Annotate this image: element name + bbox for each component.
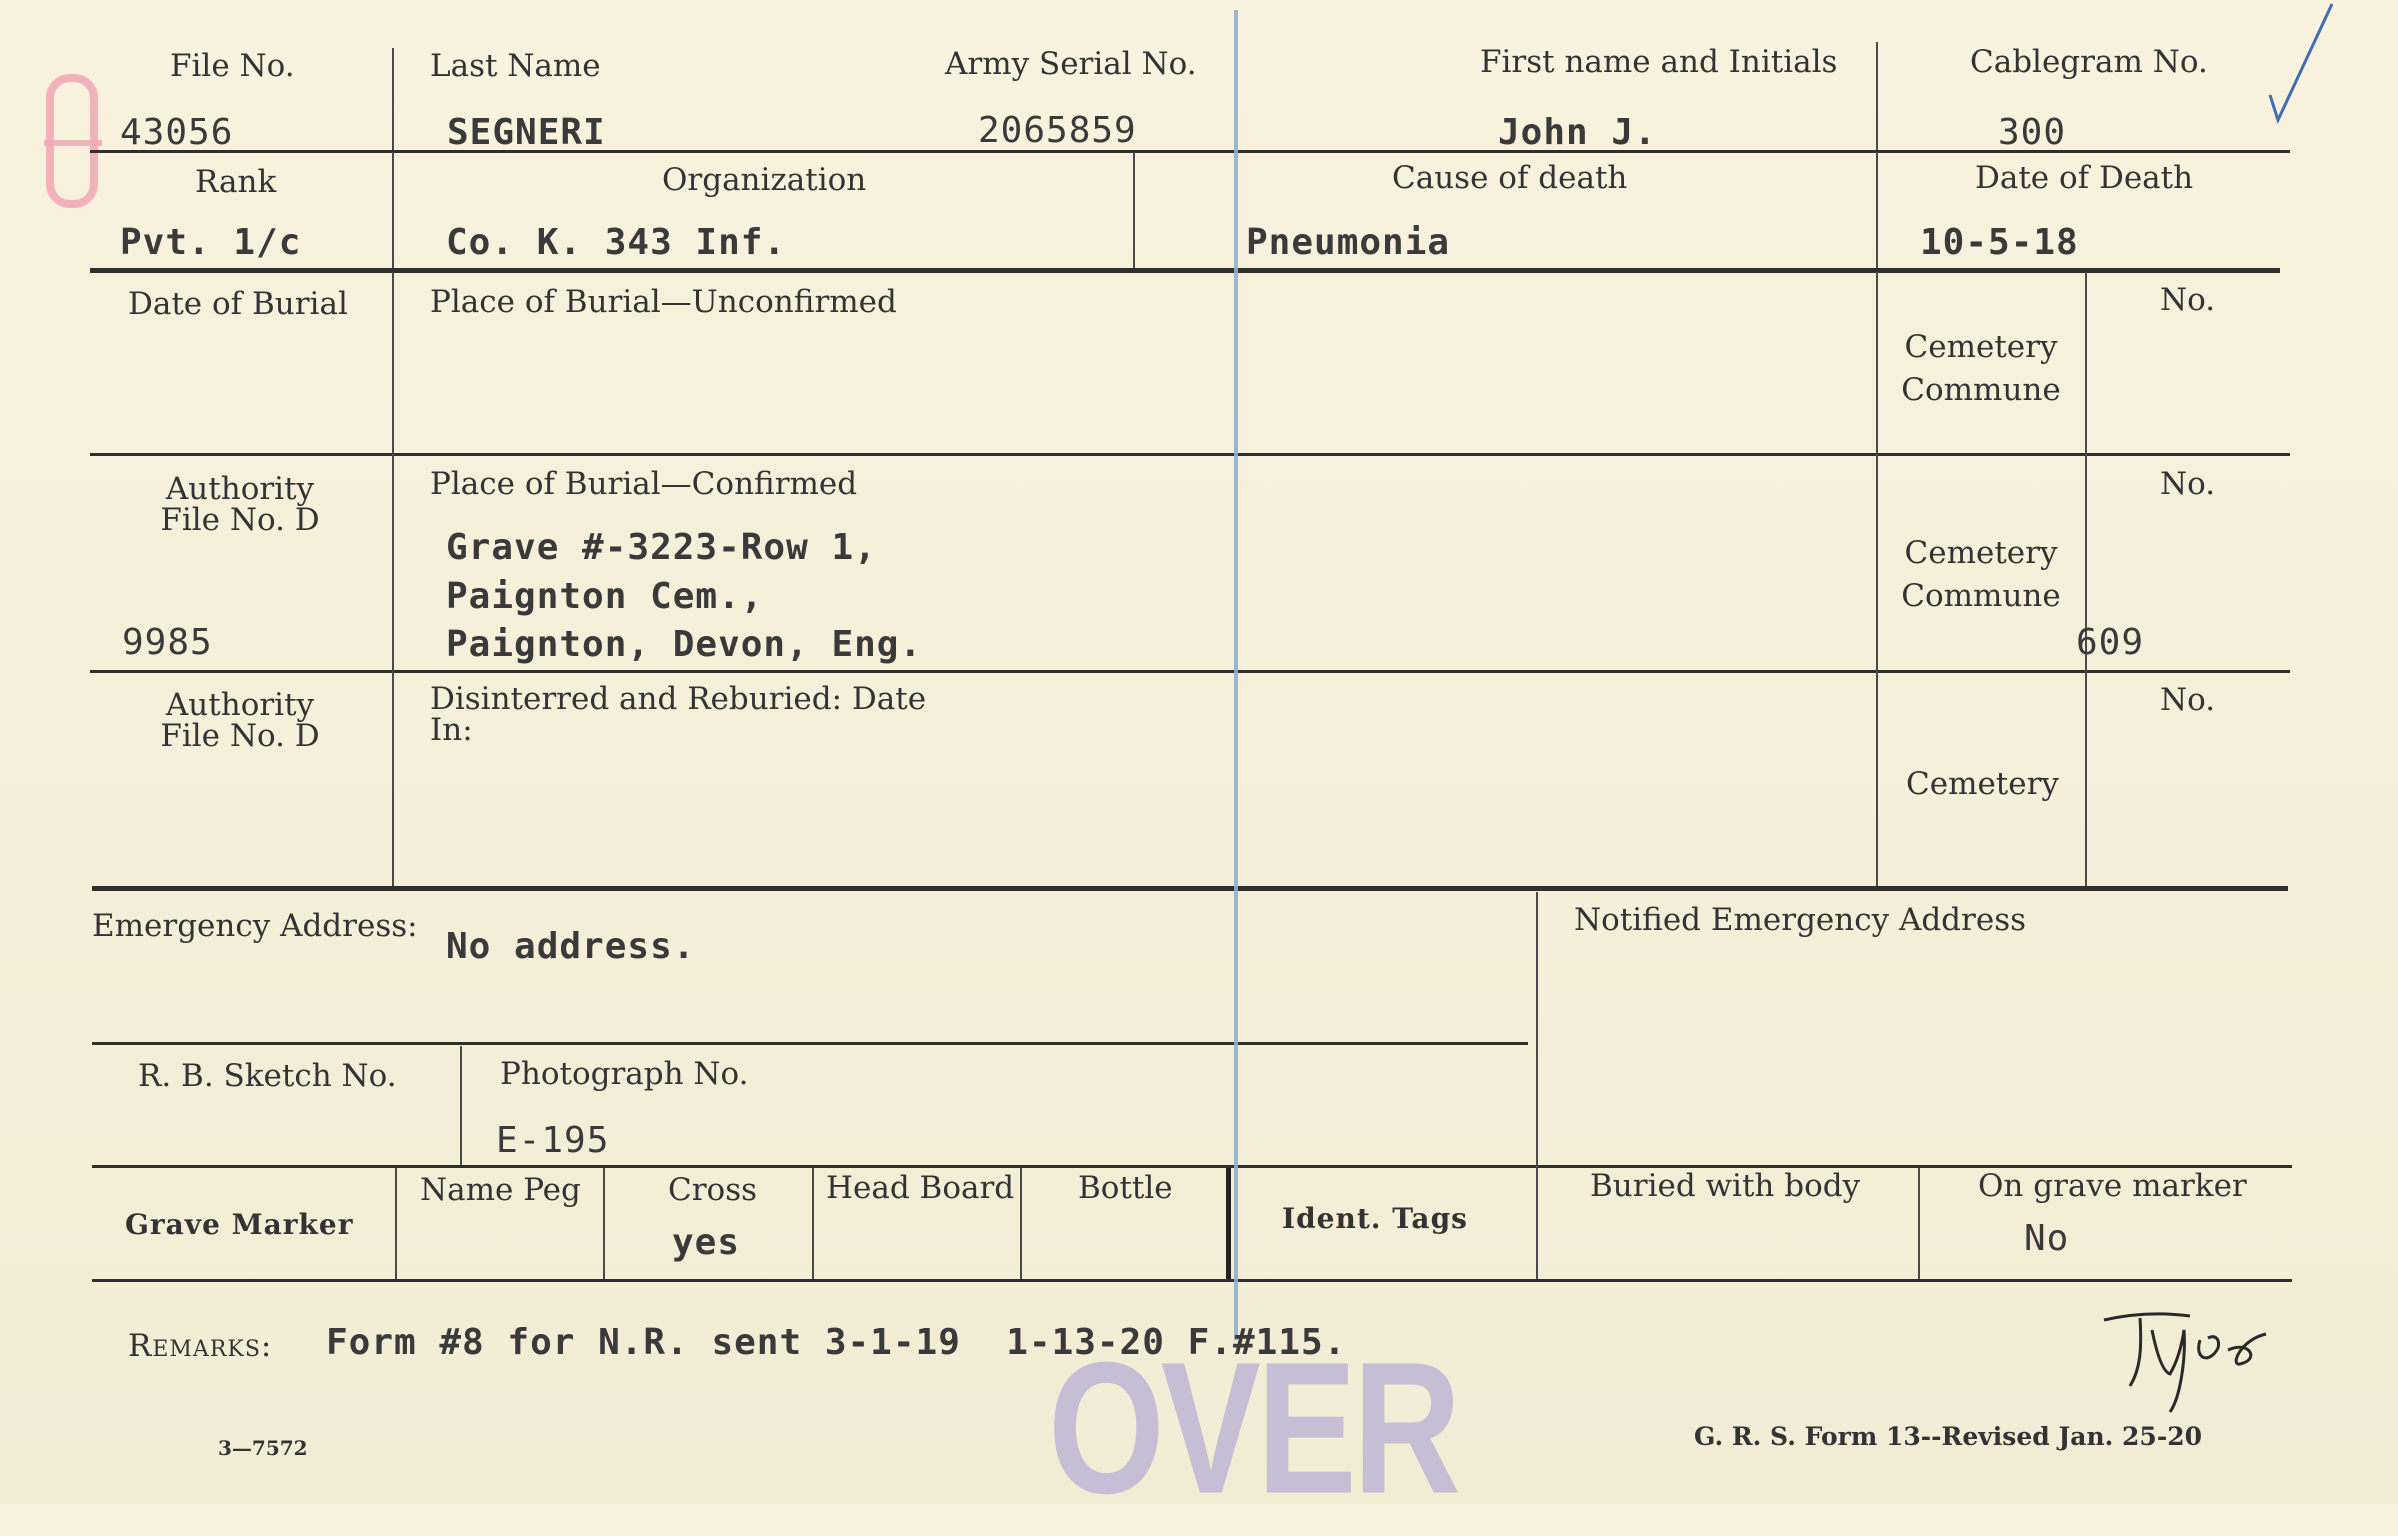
on-grave-marker-value: No xyxy=(2024,1218,2070,1259)
vrule-16 xyxy=(1536,1168,1538,1279)
vrule-6 xyxy=(392,272,394,886)
vrule-3 xyxy=(392,152,394,268)
remarks-value: Form #8 for N.R. sent 3-1-19 1-13-20 F.#115. xyxy=(326,1322,1347,1363)
date-of-death-value: 10-5-18 xyxy=(1920,222,2079,263)
date-of-burial-label: Date of Burial xyxy=(128,286,348,322)
emergency-address-value: No address. xyxy=(446,926,696,967)
vrule-10 xyxy=(460,1046,462,1165)
cablegram-label: Cablegram No. xyxy=(1970,44,2208,80)
rank-label: Rank xyxy=(195,164,277,200)
no-label-1: No. xyxy=(2160,282,2216,318)
rule-unconfirmed xyxy=(90,453,2290,456)
no-label-3: No. xyxy=(2160,682,2216,718)
authority-label-1: Authority File No. D xyxy=(160,471,320,538)
cause-of-death-label: Cause of death xyxy=(1392,160,1628,196)
last-name-value: SEGNERI xyxy=(447,112,606,153)
file-no-value: 43056 xyxy=(120,112,234,153)
vrule-1 xyxy=(392,48,394,150)
cause-of-death-value: Pneumonia xyxy=(1246,222,1451,263)
name-peg-label: Name Peg xyxy=(420,1172,581,1208)
on-grave-marker-label: On grave marker xyxy=(1978,1168,2247,1204)
serial-label: Army Serial No. xyxy=(945,46,1197,82)
vrule-4 xyxy=(1133,152,1135,268)
vrule-17 xyxy=(1918,1168,1920,1279)
bottle-label: Bottle xyxy=(1078,1170,1173,1206)
rank-value: Pvt. 1/c xyxy=(120,222,302,263)
authority-label-2: Authority File No. D xyxy=(160,687,320,754)
file-no-label: File No. xyxy=(170,48,295,84)
place-confirmed-label: Place of Burial—Confirmed xyxy=(430,466,858,502)
place-confirmed-value: Grave #-3223-Row 1, Paignton Cem., Paignton, Devon, Eng. xyxy=(446,527,923,666)
fold-line xyxy=(1234,10,1238,1340)
photograph-label: Photograph No. xyxy=(500,1056,749,1092)
sketch-label: R. B. Sketch No. xyxy=(138,1058,397,1094)
rule-emergency xyxy=(92,1042,1528,1045)
ident-tags-label: Ident. Tags xyxy=(1282,1202,1468,1235)
vrule-2 xyxy=(1876,42,1878,150)
cablegram-value: 300 xyxy=(1998,112,2067,153)
form-designation: G. R. S. Form 13--Revised Jan. 25-20 xyxy=(1694,1422,2202,1451)
emergency-address-label: Emergency Address: xyxy=(92,908,418,944)
rule-confirmed xyxy=(90,670,2290,673)
no-label-2: No. xyxy=(2160,466,2216,502)
rule-row2 xyxy=(90,268,2280,273)
date-of-death-label: Date of Death xyxy=(1975,160,2194,196)
initials-signature xyxy=(2100,1300,2270,1420)
head-board-label: Head Board xyxy=(826,1170,1015,1206)
vrule-8 xyxy=(2085,272,2087,886)
organization-label: Organization xyxy=(662,162,867,198)
remarks-label: Remarks: xyxy=(128,1328,273,1364)
reburied-label: Disinterred and Reburied: Date In: xyxy=(430,681,927,748)
vrule-13 xyxy=(812,1168,814,1279)
notified-emergency-label: Notified Emergency Address xyxy=(1574,902,2027,938)
vrule-11 xyxy=(395,1168,397,1279)
over-stamp: OVER xyxy=(1048,1322,1458,1533)
cross-value: yes xyxy=(672,1222,741,1263)
cross-label: Cross xyxy=(668,1172,758,1208)
photograph-value: E-195 xyxy=(496,1120,610,1161)
vrule-14 xyxy=(1020,1168,1022,1279)
cemetery-commune-label-2: Cemetery Commune xyxy=(1901,535,2061,614)
cemetery-commune-label-1: Cemetery Commune xyxy=(1901,329,2061,408)
no-value-2: 609 xyxy=(2076,622,2145,663)
last-name-label: Last Name xyxy=(430,48,601,84)
first-name-value: John J. xyxy=(1498,112,1657,153)
cemetery-label-3: Cemetery xyxy=(1906,766,2059,802)
grave-marker-label: Grave Marker xyxy=(125,1208,354,1241)
rule-header xyxy=(90,150,2290,153)
vrule-7 xyxy=(1876,272,1878,886)
rule-sketch xyxy=(92,1165,2292,1168)
pink-clip-bar xyxy=(44,140,102,146)
place-unconfirmed-label: Place of Burial—Unconfirmed xyxy=(430,284,897,320)
serial-value: 2065859 xyxy=(978,110,1137,151)
first-name-label: First name and Initials xyxy=(1480,44,1838,80)
check-mark-icon xyxy=(2262,0,2342,130)
vrule-5 xyxy=(1876,152,1878,268)
authority-value-1: 9985 xyxy=(122,622,213,663)
rule-reburied xyxy=(92,886,2288,891)
vrule-15 xyxy=(1226,1168,1231,1279)
rule-marker xyxy=(92,1279,2292,1282)
vrule-12 xyxy=(603,1168,605,1279)
organization-value: Co. K. 343 Inf. xyxy=(446,222,787,263)
buried-with-body-label: Buried with body xyxy=(1590,1168,1861,1204)
form-code: 3—7572 xyxy=(218,1436,308,1460)
